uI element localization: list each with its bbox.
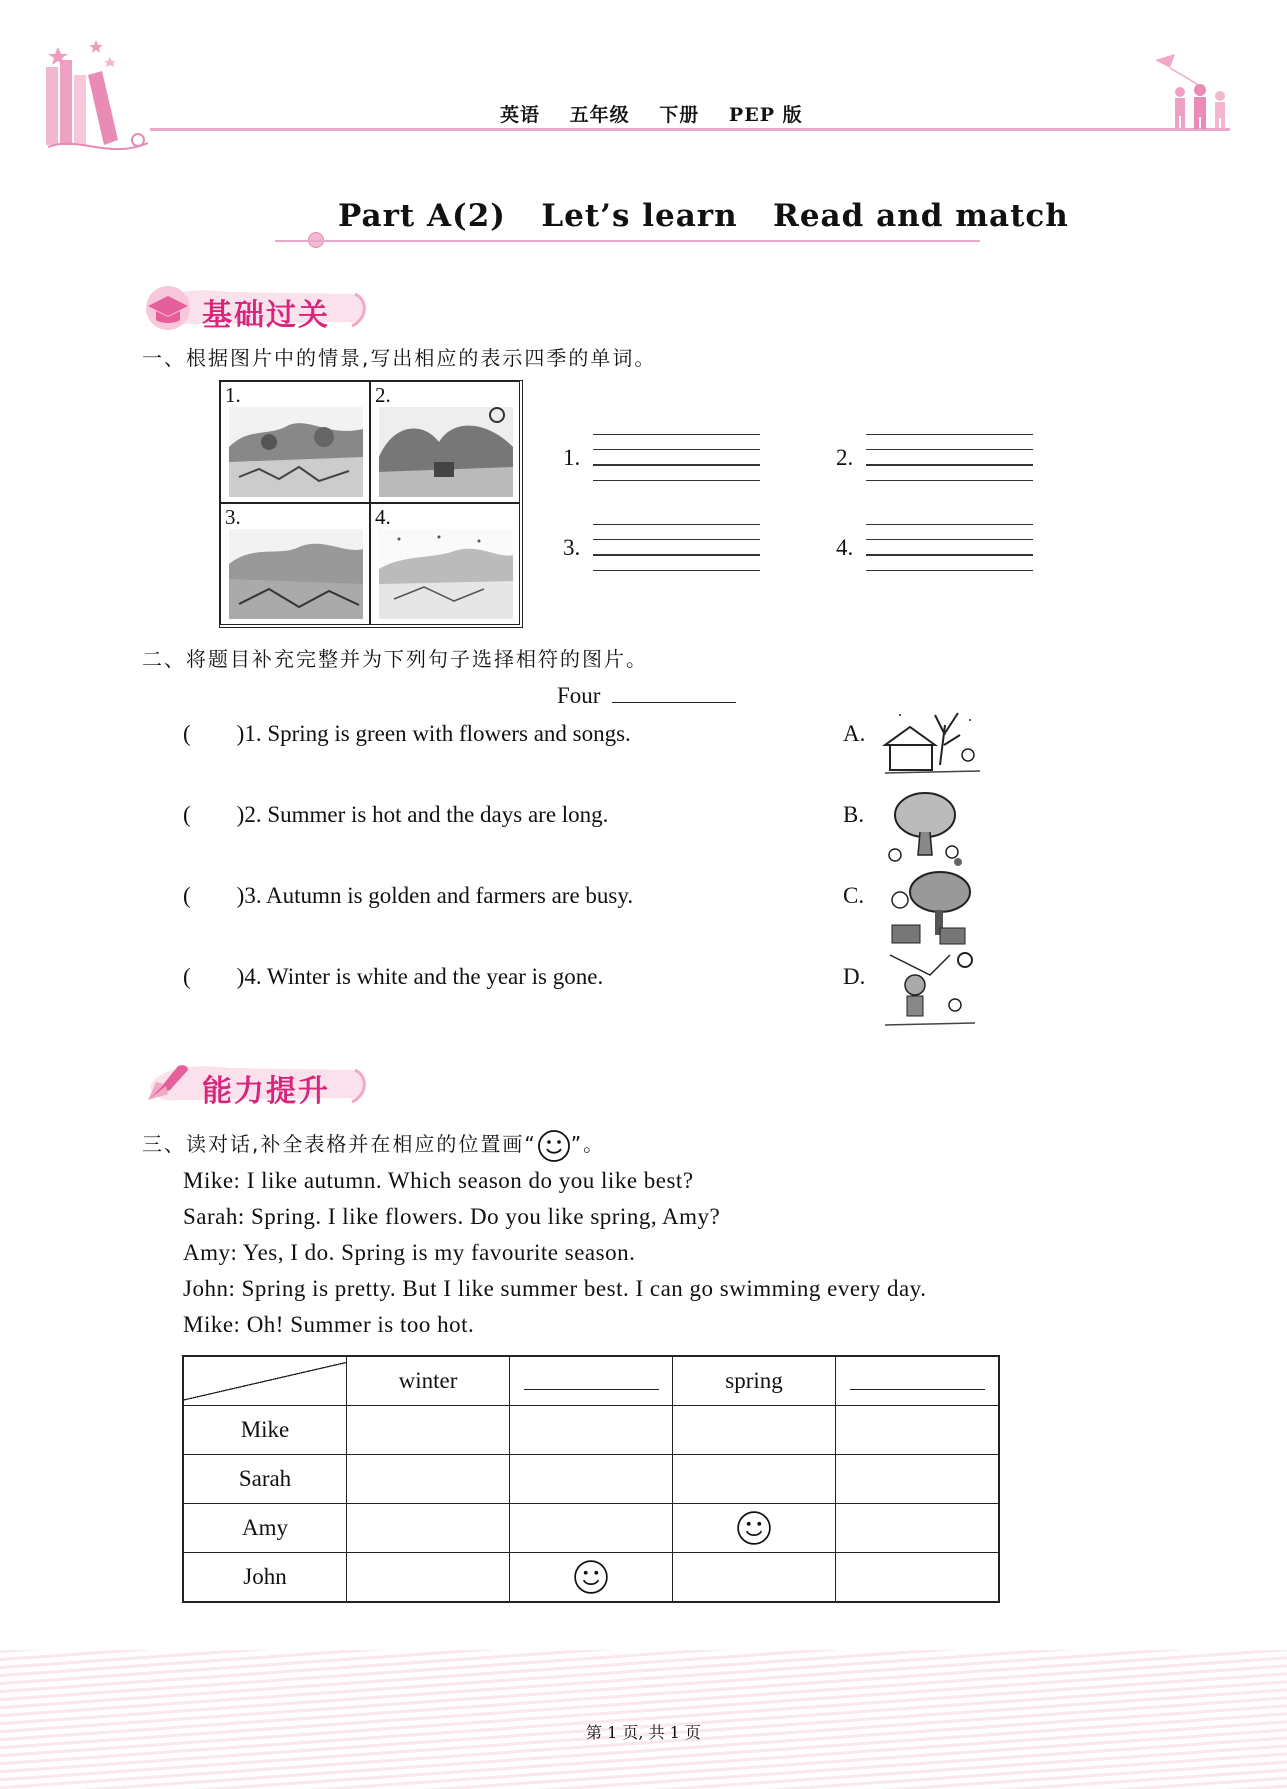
landscape-picture-icon xyxy=(379,529,513,619)
smiley-face-icon xyxy=(736,1510,772,1546)
table-cell[interactable] xyxy=(510,1553,673,1603)
q3-instruction-end: ”。 xyxy=(570,1132,606,1156)
dialog-line-3: Amy: Yes, I do. Spring is my favourite season. xyxy=(183,1240,636,1265)
rocket-icon xyxy=(142,1060,194,1108)
q1-instruction: 一、根据图片中的情景,写出相应的表示四季的单词。 xyxy=(142,346,657,370)
header-subject: 英语 xyxy=(500,104,541,126)
table-row xyxy=(183,1553,999,1603)
table-corner-cell xyxy=(183,1356,347,1406)
picture-number: 3. xyxy=(225,505,241,529)
dialog-line-4: John: Spring is pretty. But I like summer best. I can go swimming every day. xyxy=(183,1276,927,1301)
option-label-b: B. xyxy=(843,802,865,827)
answer-label-2: 2. xyxy=(836,445,854,470)
q2-heading xyxy=(557,682,736,709)
landscape-picture-icon xyxy=(229,407,363,497)
picture-cell-2 xyxy=(370,381,520,503)
winter-house-picture-icon xyxy=(880,705,985,785)
option-label-c: C. xyxy=(843,883,865,908)
page-number: 第 1 页, 共 1 页 xyxy=(586,1723,701,1742)
table-cell[interactable] xyxy=(347,1504,510,1553)
graduation-cap-icon xyxy=(142,284,194,332)
table-cell[interactable] xyxy=(673,1504,836,1553)
table-cell[interactable] xyxy=(836,1504,1000,1553)
answer-lines-1[interactable] xyxy=(593,434,760,495)
landscape-picture-icon xyxy=(229,529,363,619)
table-cell[interactable] xyxy=(347,1455,510,1504)
autumn-harvest-picture-icon xyxy=(880,870,975,950)
section-banner-title: 能力提升 xyxy=(202,1074,330,1109)
option-label-d: D. xyxy=(843,964,866,989)
table-row xyxy=(183,1406,999,1455)
table-cell[interactable] xyxy=(836,1553,1000,1603)
header-grade: 五年级 xyxy=(569,104,630,126)
table-column-header: winter xyxy=(347,1356,510,1406)
table-row xyxy=(183,1504,999,1553)
smiley-face-icon xyxy=(537,1129,571,1163)
q2-instruction: 二、将题目补充完整并为下列句子选择相符的图片。 xyxy=(142,647,648,671)
q3-instruction xyxy=(142,1128,605,1163)
table-cell[interactable] xyxy=(673,1406,836,1455)
dialog-line-5: Mike: Oh! Summer is too hot. xyxy=(183,1312,475,1337)
picture-cell-4 xyxy=(370,503,520,625)
match-sentence-3: ( )3. Autumn is golden and farmers are busy. xyxy=(183,883,634,908)
table-cell[interactable] xyxy=(510,1455,673,1504)
answer-label-3: 3. xyxy=(563,535,581,560)
page-title: Part A(2) Let’s learn Read and match xyxy=(338,198,1069,234)
match-sentence-4: ( )4. Winter is white and the year is gone. xyxy=(183,964,604,989)
table-cell[interactable] xyxy=(347,1406,510,1455)
match-sentence-2: ( )2. Summer is hot and the days are long. xyxy=(183,802,609,827)
table-header-row xyxy=(183,1356,999,1406)
table-cell[interactable] xyxy=(836,1455,1000,1504)
section-banner-title: 基础过关 xyxy=(202,298,330,333)
answer-lines-3[interactable] xyxy=(593,524,760,585)
season-picture-grid xyxy=(219,380,523,628)
answer-label-4: 4. xyxy=(836,535,854,560)
picture-cell-1 xyxy=(220,381,370,503)
picture-number: 4. xyxy=(375,505,391,529)
table-column-header-blank[interactable] xyxy=(836,1356,1000,1406)
header-edition: PEP 版 xyxy=(728,104,803,126)
table-column-header-blank[interactable] xyxy=(510,1356,673,1406)
table-cell[interactable] xyxy=(836,1406,1000,1455)
answer-lines-2[interactable] xyxy=(866,434,1033,495)
table-row-header: John xyxy=(183,1553,347,1603)
table-cell[interactable] xyxy=(510,1406,673,1455)
table-cell[interactable] xyxy=(673,1553,836,1603)
header-divider xyxy=(150,128,1230,131)
table-cell[interactable] xyxy=(347,1553,510,1603)
spring-tree-picture-icon xyxy=(880,790,970,870)
picture-number: 1. xyxy=(225,383,241,407)
dialog-line-2: Sarah: Spring. I like flowers. Do you like spring, Amy? xyxy=(183,1204,721,1229)
title-underline xyxy=(275,240,980,242)
table-cell[interactable] xyxy=(673,1455,836,1504)
table-row-header: Amy xyxy=(183,1504,347,1553)
picture-number: 2. xyxy=(375,383,391,407)
table-cell[interactable] xyxy=(510,1504,673,1553)
season-preference-table xyxy=(182,1355,1000,1603)
dialog-line-1: Mike: I like autumn. Which season do you like best? xyxy=(183,1168,694,1193)
books-logo-icon xyxy=(38,35,168,155)
table-column-header: spring xyxy=(673,1356,836,1406)
table-row-header: Sarah xyxy=(183,1455,347,1504)
q2-heading-blank[interactable] xyxy=(612,682,736,703)
q2-heading-text: Four xyxy=(557,683,601,708)
summer-child-picture-icon xyxy=(880,950,980,1030)
q3-instruction-text: 三、读对话,补全表格并在相应的位置画“ xyxy=(142,1132,537,1156)
landscape-picture-icon xyxy=(379,407,513,497)
option-label-a: A. xyxy=(843,721,866,746)
answer-lines-4[interactable] xyxy=(866,524,1033,585)
section-banner-advanced xyxy=(140,1058,370,1110)
table-row xyxy=(183,1455,999,1504)
match-sentence-1: ( )1. Spring is green with flowers and songs. xyxy=(183,721,631,746)
section-banner-basic xyxy=(140,282,370,334)
table-row-header: Mike xyxy=(183,1406,347,1455)
children-kite-icon xyxy=(1150,52,1240,132)
header-volume: 下册 xyxy=(659,104,700,126)
picture-cell-3 xyxy=(220,503,370,625)
smiley-face-icon xyxy=(573,1559,609,1595)
answer-label-1: 1. xyxy=(563,445,581,470)
